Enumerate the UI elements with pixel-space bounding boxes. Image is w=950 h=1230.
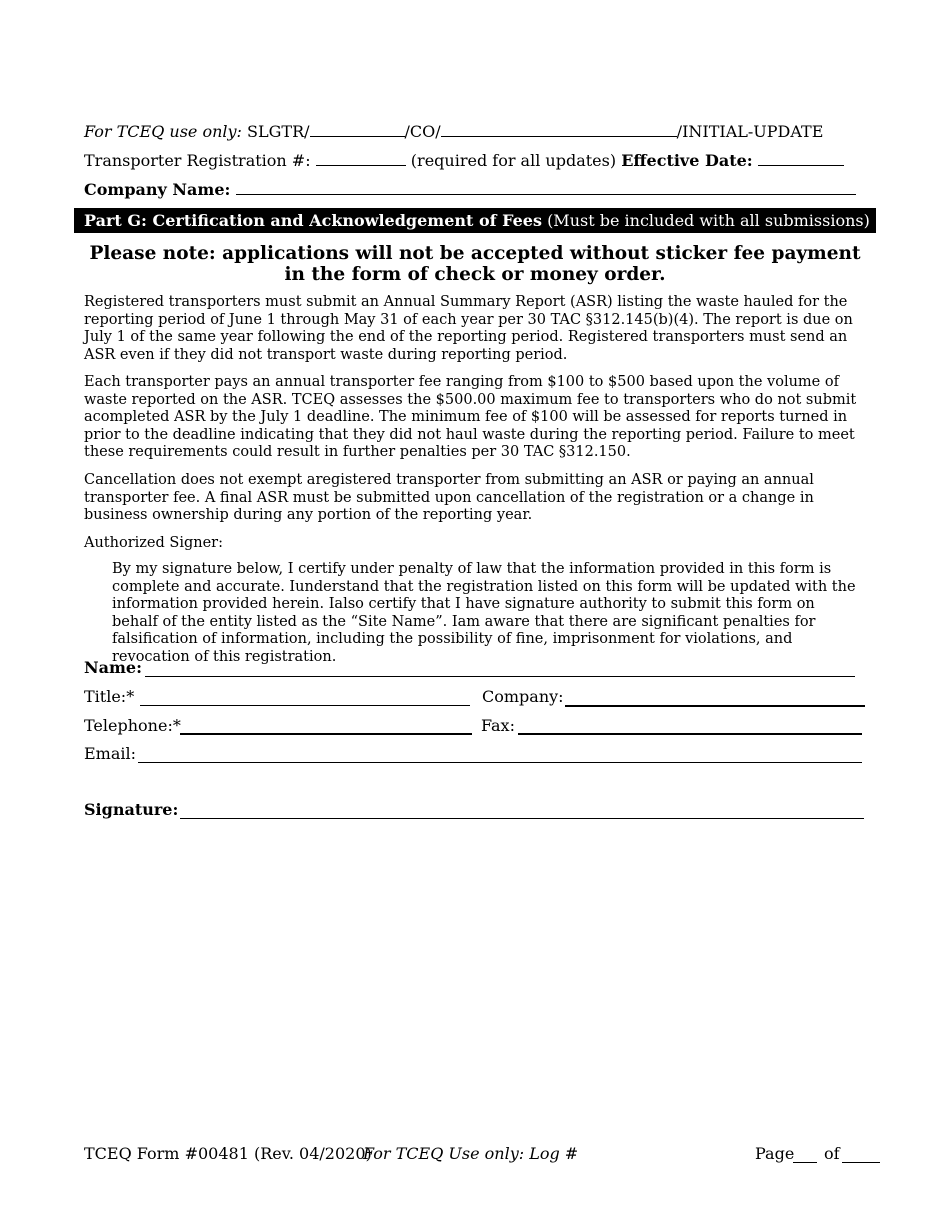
page-number-input[interactable] [793,1162,817,1163]
payment-notice: Please note: applications will not be accepted without sticker fee payment in the form of check or money order. [89,243,861,285]
footer-of-label: of [824,1144,840,1163]
authorized-signer-label: Authorized Signer: [84,535,223,551]
effective-date-label: Effective Date: [621,151,753,170]
name-input[interactable] [145,676,855,677]
required-note: (required for all updates) [410,151,617,170]
footer-page-label: Page [755,1144,795,1163]
asr-paragraph: Registered transporters must submit an Annual Summary Report (ASR) listing the waste hauled for the reporting period of June 1 through May 31 of each year per 30 TAC §312.145(b)(4). The report is due on July 1 of the same year following the end of the reporting period. Registered transporters must send an ASR even if they did not transport waste during reporting period. [84,294,853,363]
telephone-input[interactable] [180,733,472,735]
tceq-use-row [84,120,823,142]
slgtr-label: SLGTR/ [247,122,310,141]
cancellation-paragraph: Cancellation does not exempt aregistered transporter from submitting an ASR or paying an annual transporter fee. A final ASR must be submitted upon cancellation of the registration or a change in business ownership during any portion of the reporting year. [84,472,814,524]
title-input[interactable] [140,705,470,706]
fee-paragraph: Each transporter pays an annual transporter fee ranging from $100 to $500 based upon the volume of waste reported on the ASR. TCEQ assesses the $500.00 maximum fee to transporters who do not submit acompleted ASR by the July 1 deadline. The minimum fee of $100 will be assessed for reports turned in prior to the deadline indicating that they did not haul waste during the reporting period. Failure to meet these requirements could result in further penalties per 30 TAC §312.150. [84,374,857,461]
co-label: /CO/ [404,122,441,141]
company-name-label: Company Name: [84,180,231,199]
effective-date-input[interactable] [758,149,844,166]
footer-form-number: TCEQ Form #00481 (Rev. 04/2020) [84,1144,372,1163]
registration-label: Transporter Registration #: [84,151,311,170]
page-total-input[interactable] [842,1162,880,1163]
name-label: Name: [84,658,143,677]
email-input[interactable] [138,762,862,763]
signature-label: Signature: [84,800,179,819]
company-input[interactable] [565,705,865,707]
registration-input[interactable] [316,149,406,166]
telephone-label: Telephone:* [84,716,181,735]
company-name-input[interactable] [236,178,856,195]
registration-row [84,149,844,171]
section-subtitle: (Must be included with all submissions) [547,211,870,230]
fax-label: Fax: [481,716,515,735]
company-name-row [84,178,856,200]
title-label: Title:* [84,687,135,706]
footer-log-label: For TCEQ Use only: Log # [363,1144,579,1163]
fax-input[interactable] [518,733,862,735]
initial-update-label: /INITIAL-UPDATE [676,122,824,141]
section-header-bar [74,208,876,233]
co-input[interactable] [441,120,677,137]
company-label: Company: [482,687,564,706]
email-label: Email: [84,744,137,763]
slgtr-input[interactable] [310,120,405,137]
certification-text: By my signature below, I certify under penalty of law that the information provided in this form is complete and accurate. Iunderstand that the registration listed on this form will be updated with the information provided herein. Ialso certify that I have signature authority to submit this form on behalf of the entity listed as the “Site Name”. Iam aware that there are significant penalties for falsification of information, including the possibility of fine, imprisonment for violations, and revocation of this registration. [112,561,856,665]
signature-input[interactable] [180,818,864,819]
section-title: Part G: Certification and Acknowledgement of Fees [84,211,542,230]
tceq-use-prefix: For TCEQ use only: [84,122,242,141]
